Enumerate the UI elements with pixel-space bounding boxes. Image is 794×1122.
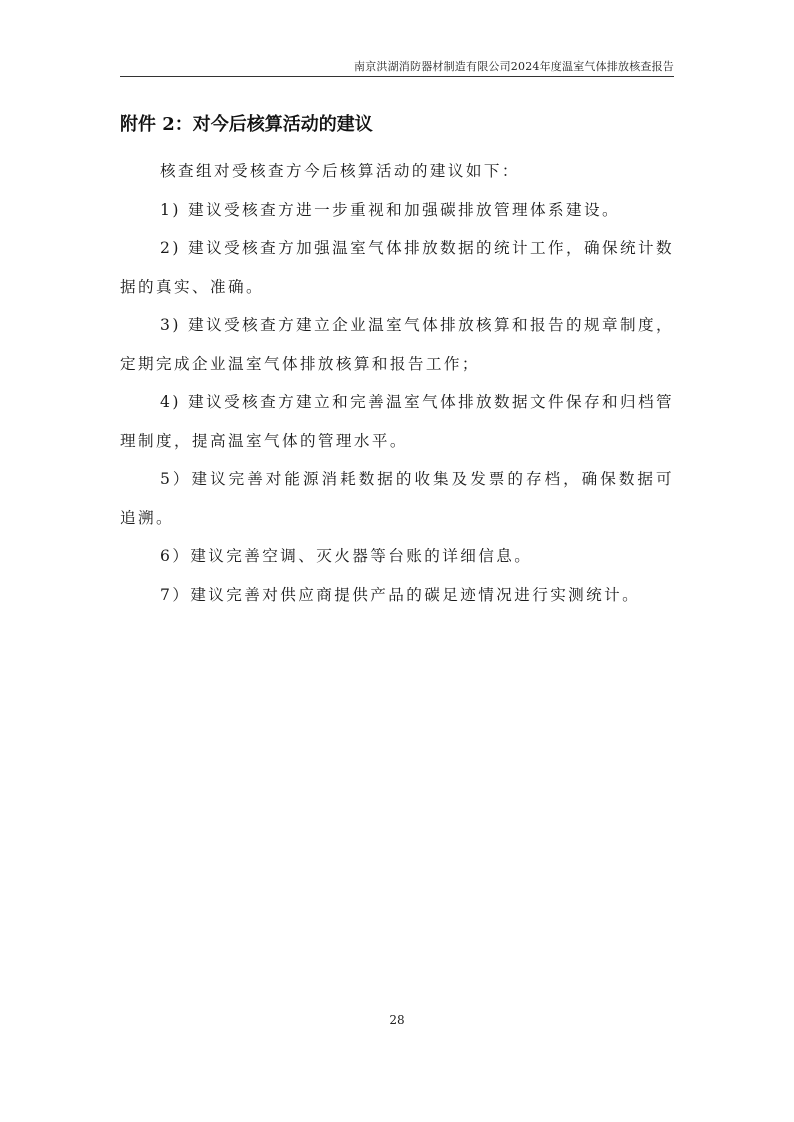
recommendation-item-6: 6）建议完善空调、灭火器等台账的详细信息。 <box>160 547 533 565</box>
recommendation-item-2: 2) 建议受核查方加强温室气体排放数据的统计工作，确保统计数据的真实、准确。 <box>120 239 674 296</box>
recommendation-item-3: 3) 建议受核查方建立企业温室气体排放核算和报告的规章制度，定期完成企业温室气体排放核算和报告工作； <box>120 316 674 373</box>
recommendation-item-7: 7）建议完善对供应商提供产品的碳足迹情况进行实测统计。 <box>160 585 641 604</box>
page-header <box>120 56 674 77</box>
header-report-title: 南京洪湖消防器材制造有限公司2024年度温室气体排放核查报告 <box>354 60 674 73</box>
recommendation-item-1: 1) 建议受核查方进一步重视和加强碳排放管理体系建设。 <box>160 200 621 219</box>
section-title: 附件 2：对今后核算活动的建议 <box>120 114 373 135</box>
recommendation-item-4: 4) 建议受核查方建立和完善温室气体排放数据文件保存和归档管理制度，提高温室气体的管理水平。 <box>120 393 674 450</box>
intro-paragraph: 核查组对受核查方今后核算活动的建议如下： <box>160 162 520 180</box>
page-number: 28 <box>389 1013 405 1027</box>
recommendations-body <box>120 152 674 614</box>
recommendation-item-5: 5）建议完善对能源消耗数据的收集及发票的存档，确保数据可追溯。 <box>120 470 674 527</box>
